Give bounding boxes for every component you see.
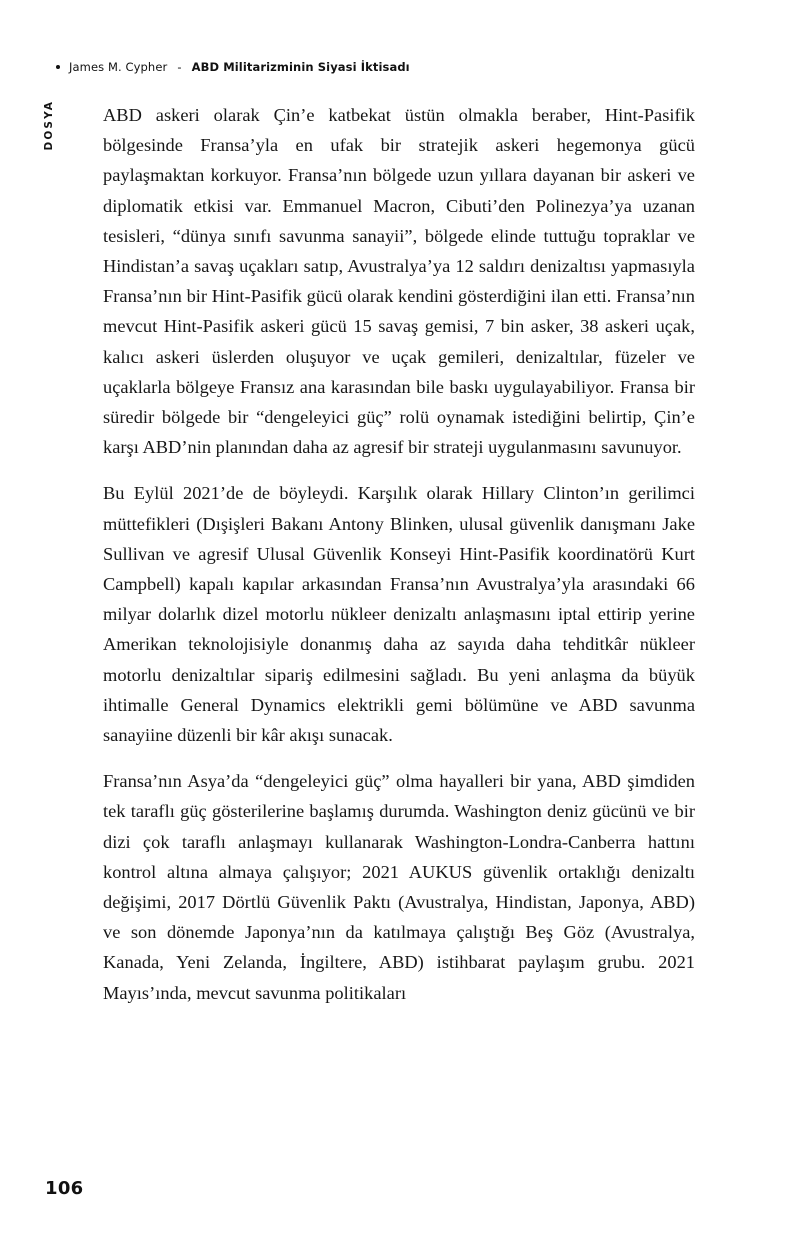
bullet-dot-icon [56,65,60,69]
page-number: 106 [45,1178,84,1199]
header-article-title: ABD Militarizminin Siyasi İktisadı [191,60,410,74]
running-header [56,60,738,74]
header-separator: - [177,60,182,74]
header-author: James M. Cypher [69,60,168,74]
body-paragraph: Fransa’nın Asya’da “dengeleyici güç” olma hayalleri bir yana, ABD şimdiden tek taraflı güç gösterilerine başlamış durumda. Washington deniz gücünü ve bir dizi çok taraflı anlaşmayı kullanarak Washington-Londra-Canberra hattını kontrol altına almaya çalışıyor; 2021 AUKUS güvenlik ortaklığı denizaltı değişimi, 2017 Dörtlü Güvenlik Paktı (Avustralya, Hindistan, Japonya, ABD) ve son dönemde Japonya’nın da katılmaya çalıştığı Beş Göz (Avustralya, Kanada, Yeni Zelanda, İngiltere, ABD) istihbarat paylaşım grubu. 2021 Mayıs’ında, mevcut savunma politikaları [103,771,695,1003]
body-paragraph: ABD askeri olarak Çin’e katbekat üstün olmakla beraber, Hint-Pasifik bölgesinde Fransa’yla en ufak bir stratejik askeri hegemonya gücü paylaşmaktan korkuyor. Fransa’nın bölgede uzun yıllara dayanan bir askeri ve diplomatik etkisi var. Emmanuel Macron, Cibuti’den Polinezya’ya uzanan tesisleri, “dünya sınıfı savunma sanayii”, bölgede elinde tuttuğu topraklar ve Hindistan’a savaş uçakları satıp, Avustralya’ya 12 saldırı denizaltısı yapmasıyla Fransa’nın bir Hint-Pasifik gücü olarak kendini gösterdiğini ilan etti. Fransa’nın mevcut Hint-Pasifik askeri gücü 15 savaş gemisi, 7 bin asker, 38 askeri uçak, kalıcı askeri üslerden oluşuyor ve uçak gemileri, denizaltılar, füzeler ve uçaklarla bölgeye Fransız ana karasından bile baskı uygulayabiliyor. Fransa bir süredir bölgede bir “dengeleyici güç” rolü oynamak istediğini belirtip, Çin’e karşı ABD’nin planından daha az agresif bir strateji uygulanmasını savunuyor. [103,105,695,458]
body-text-column [103,100,695,1008]
body-paragraph: Bu Eylül 2021’de de böyleydi. Karşılık olarak Hillary Clinton’ın gerilimci müttefikleri (Dışişleri Bakanı Antony Blinken, ulusal güvenlik danışmanı Jake Sullivan ve agresif Ulusal Güvenlik Konseyi Hint-Pasifik koordinatörü Kurt Campbell) kapalı kapılar arkasından Fransa’nın Avustralya’yla arasındaki 66 milyar dolarlık dizel motorlu nükleer denizaltı anlaşmasını iptal ettirip yerine Amerikan teknolojisiyle donanmış daha az sayıda daha tehditkâr nükleer motorlu denizaltılar sipariş edilmesini sağladı. Bu yeni anlaşma da büyük ihtimalle General Dynamics elektrikli gemi bölümüne ve ABD savunma sanayiine düzenli bir kâr akışı sunacak. [103,483,695,746]
section-tab-label: DOSYA [43,100,55,151]
